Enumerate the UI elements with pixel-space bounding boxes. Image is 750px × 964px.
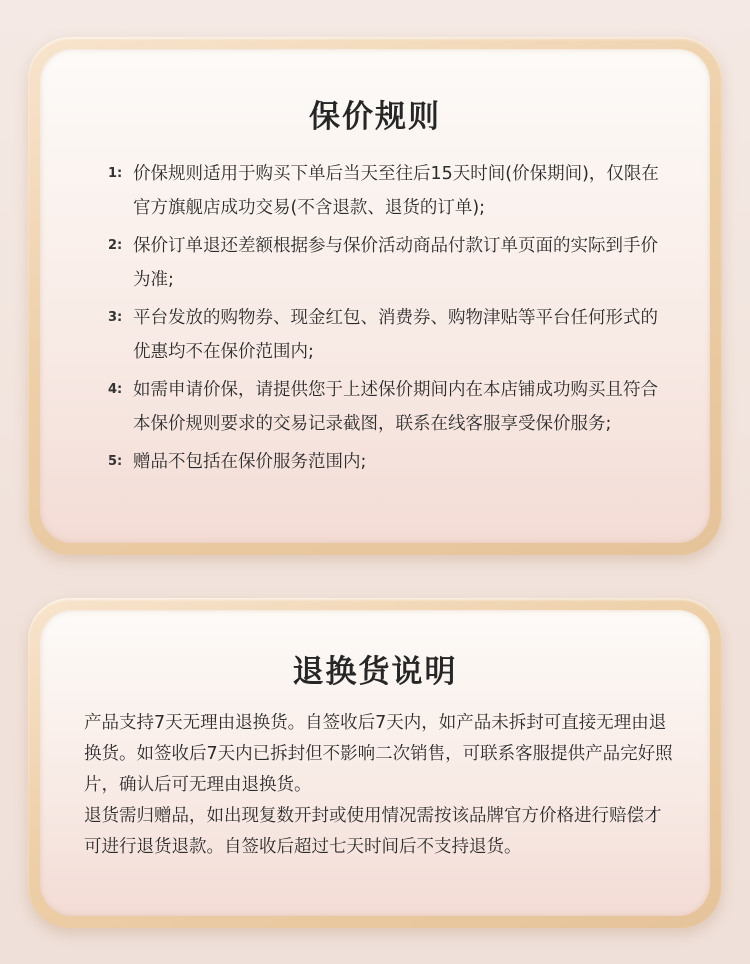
returns-paragraph: 退货需归赠品，如出现复数开封或使用情况需按该品牌官方价格进行赔偿才可进行退货退款。自签收后超过七天时间后不支持退货。	[84, 806, 662, 857]
rule-text: 如需申请价保，请提供您于上述保价期间内在本店铺成功购买且符合本保价规则要求的交易记录截图，联系在线客服享受保价服务;	[133, 380, 658, 434]
price-protection-card	[28, 37, 722, 555]
rule-item	[108, 157, 668, 225]
returns-description	[84, 708, 678, 863]
rule-item	[108, 301, 668, 369]
returns-card	[28, 598, 722, 928]
rule-text: 平台发放的购物券、现金红包、消费券、购物津贴等平台任何形式的优惠均不在保价范围内;	[133, 308, 658, 362]
price-protection-rules-list	[108, 157, 668, 483]
rule-number: 5:	[108, 454, 123, 469]
rule-text: 价保规则适用于购买下单后当天至往后15天时间(价保期间)，仅限在官方旗舰店成功交易(不含退款、退货的订单);	[133, 164, 659, 218]
rule-number: 4:	[108, 382, 123, 397]
returns-title: 退换货说明	[292, 654, 458, 690]
rule-text: 赠品不包括在保价服务范围内;	[133, 452, 367, 472]
rule-item	[108, 229, 668, 297]
rule-item	[108, 445, 668, 479]
returns-card-body	[40, 610, 710, 916]
rule-number: 1:	[108, 166, 123, 181]
rule-number: 2:	[108, 238, 123, 253]
rule-item	[108, 373, 668, 441]
returns-paragraph: 产品支持7天无理由退换货。自签收后7天内，如产品未拆封可直接无理由退换货。如签收后7天内已拆封但不影响二次销售，可联系客服提供产品完好照片，确认后可无理由退换货。	[84, 713, 673, 795]
price-protection-card-body	[40, 49, 710, 543]
rule-number: 3:	[108, 310, 123, 325]
rule-text: 保价订单退还差额根据参与保价活动商品付款订单页面的实际到手价为准;	[133, 236, 658, 290]
price-protection-title: 保价规则	[309, 99, 441, 135]
